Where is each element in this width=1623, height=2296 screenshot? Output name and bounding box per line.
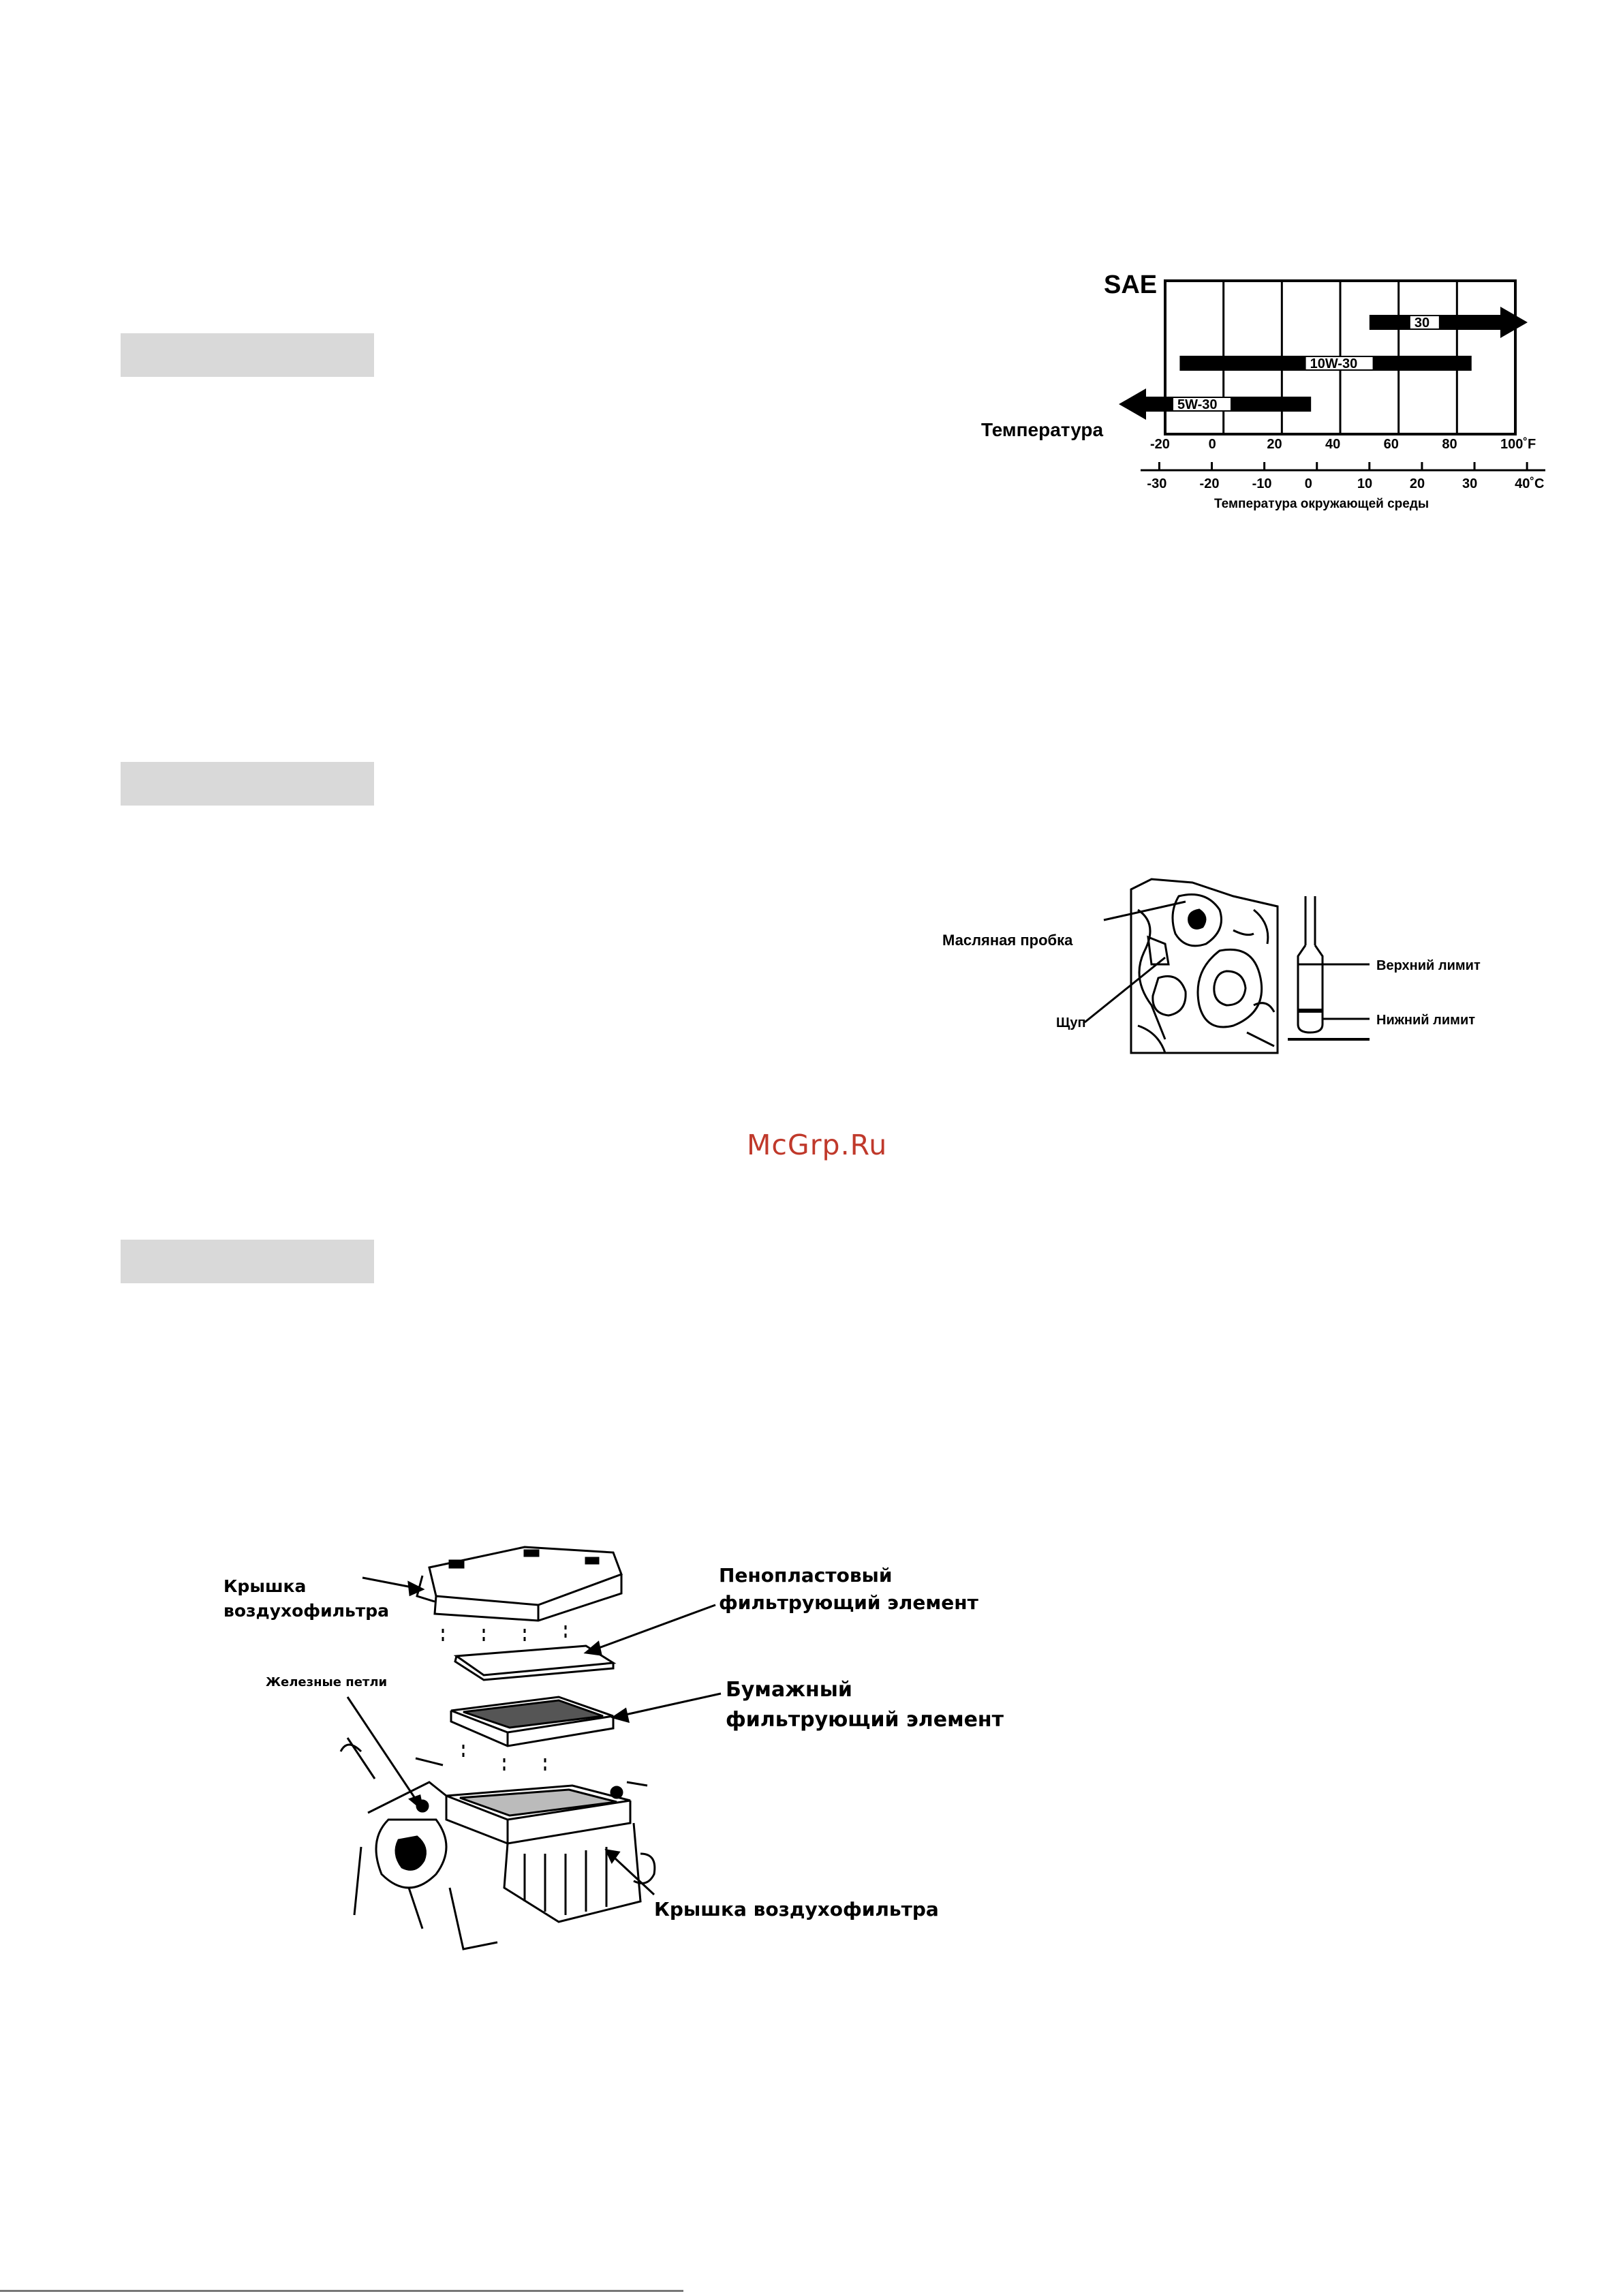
bar-label: 5W-30 — [1177, 397, 1218, 412]
cover-bottom-label: Крышка воздухофильтра — [654, 1898, 939, 1920]
dipstick-figure — [933, 869, 1533, 1060]
celsius-tick-labels — [1147, 462, 1544, 491]
c-tick-label: -20 — [1199, 476, 1220, 491]
ambient-temperature-label: Температура окружающей среды — [1214, 497, 1429, 511]
c-tick-label: 20 — [1409, 476, 1425, 491]
foam-element-label: Пенопластовый фильтрующий элемент — [719, 1564, 978, 1614]
temperature-label: Температура — [981, 419, 1104, 440]
paper-element-label: Бумажный фильтрующий элемент — [726, 1678, 1004, 1732]
lower-limit-label: Нижний лимит — [1376, 1013, 1476, 1028]
c-tick-label: 0 — [1304, 476, 1312, 491]
watermark: McGrp.Ru — [747, 1129, 888, 1161]
dipstick-leader — [1085, 958, 1165, 1022]
c-tick-label: 30 — [1462, 476, 1478, 491]
bar-label: 10W-30 — [1310, 356, 1358, 371]
f-tick-label: -20 — [1150, 437, 1170, 452]
sae-viscosity-chart — [968, 266, 1567, 525]
c-tick-label: 40˚C — [1515, 476, 1545, 491]
oil-cap-label: Масляная пробка — [942, 932, 1073, 949]
f-tick-label: 60 — [1383, 437, 1399, 452]
section-header-bar-2 — [121, 762, 374, 806]
bar-shape — [1370, 307, 1528, 338]
cover-top-label: Крышка воздухофильтра — [223, 1576, 390, 1621]
f-tick-label: 20 — [1267, 437, 1282, 452]
iron-loops-label: Железные петли — [266, 1675, 388, 1689]
dipstick-label: Щуп — [1056, 1015, 1086, 1030]
upper-limit-label: Верхний лимит — [1376, 958, 1481, 973]
c-tick-label: -30 — [1147, 476, 1167, 491]
fahrenheit-tick-labels — [1150, 436, 1536, 452]
c-tick-label: 10 — [1357, 476, 1373, 491]
f-tick-label: 40 — [1325, 437, 1341, 452]
footer-rule — [0, 2290, 683, 2292]
air-filter-figure — [204, 1533, 1063, 1956]
sae-label: SAE — [1104, 271, 1158, 299]
sae-bar-30 — [1370, 307, 1528, 338]
chart-bars — [1119, 307, 1528, 420]
sae-bar-10w-30 — [1179, 356, 1471, 371]
f-tick-label: 0 — [1208, 437, 1216, 452]
f-tick-label: 100˚F — [1500, 437, 1536, 452]
c-tick-label: -10 — [1252, 476, 1272, 491]
bar-label: 30 — [1414, 316, 1430, 331]
section-header-bar-1 — [121, 333, 374, 377]
section-header-bar-3 — [121, 1240, 374, 1283]
f-tick-label: 80 — [1442, 437, 1457, 452]
